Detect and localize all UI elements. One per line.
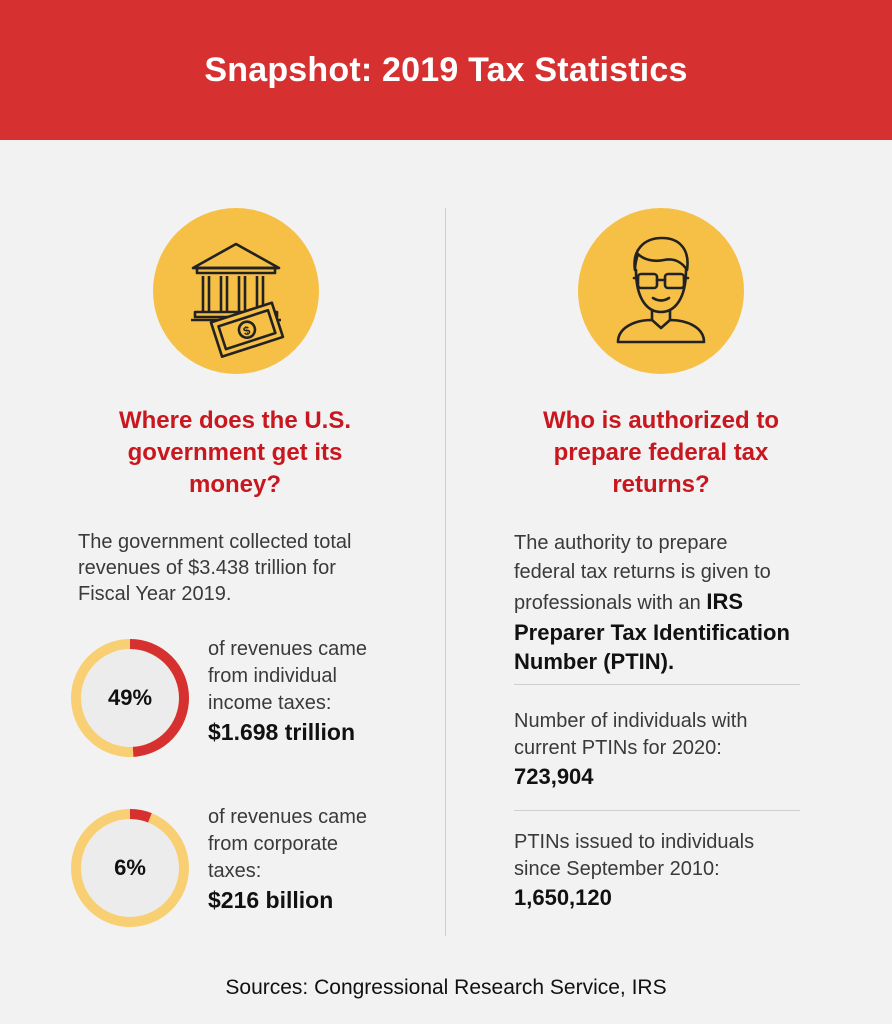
stat-line: from corporate <box>208 833 339 855</box>
right-heading-line: prepare federal tax <box>553 439 769 466</box>
person-with-glasses-icon <box>578 208 744 374</box>
right-heading-line: Who is authorized to <box>543 407 779 434</box>
stat-line: from individual <box>208 665 337 687</box>
current-ptins-value: 723,904 <box>514 764 594 789</box>
stat-line: PTINs issued to individuals <box>514 831 755 853</box>
corporate-tax-percent: 6% <box>114 855 146 880</box>
stat-line: income taxes: <box>208 692 332 714</box>
individual-tax-percent: 49% <box>107 685 153 710</box>
right-heading <box>496 405 826 501</box>
stat-line: of revenues came <box>208 638 367 660</box>
corporate-tax-text <box>208 804 428 915</box>
left-heading <box>70 405 400 501</box>
right-intro-line: federal tax returns is given to <box>514 561 771 583</box>
bank-with-money-icon <box>153 208 319 374</box>
individual-tax-amount: $1.698 trillion <box>208 719 356 745</box>
right-heading-line: returns? <box>612 471 710 498</box>
left-intro <box>78 529 428 607</box>
ptin-bold-line: Preparer Tax Identification <box>514 620 790 645</box>
stat-line: taxes: <box>208 860 262 882</box>
right-divider <box>514 684 800 685</box>
irs-bold-text: IRS <box>706 589 744 614</box>
issued-ptins-value: 1,650,120 <box>514 885 612 910</box>
current-ptins-stat <box>514 708 844 792</box>
right-intro-line <box>514 587 854 618</box>
right-intro-text: professionals with an <box>514 592 701 614</box>
left-intro-line: Fiscal Year 2019. <box>78 583 232 605</box>
corporate-tax-donut <box>68 806 192 930</box>
right-divider <box>514 810 800 811</box>
ptin-bold-line: Number (PTIN). <box>514 649 675 674</box>
left-intro-line: revenues of $3.438 trillion for <box>78 557 336 579</box>
left-heading-line: Where does the U.S. <box>118 407 352 434</box>
stat-line: Number of individuals with <box>514 710 748 732</box>
issued-ptins-stat <box>514 829 844 913</box>
page-title: Snapshot: 2019 Tax Statistics <box>204 50 688 89</box>
left-heading-line: government get its <box>127 439 343 466</box>
individual-tax-text <box>208 636 428 747</box>
header-banner <box>0 0 892 140</box>
corporate-tax-amount: $216 billion <box>208 887 334 913</box>
right-intro-line: The authority to prepare <box>514 532 728 554</box>
column-divider <box>445 208 446 936</box>
svg-text:$: $ <box>241 323 252 339</box>
stat-line: of revenues came <box>208 806 367 828</box>
left-heading-line: money? <box>188 471 281 498</box>
right-intro <box>514 529 854 676</box>
stat-line: since September 2010: <box>514 858 720 880</box>
left-intro-line: The government collected total <box>78 531 352 553</box>
sources-footer: Sources: Congressional Research Service, IRS <box>225 976 667 999</box>
individual-tax-donut <box>68 636 192 760</box>
stat-line: current PTINs for 2020: <box>514 737 722 759</box>
